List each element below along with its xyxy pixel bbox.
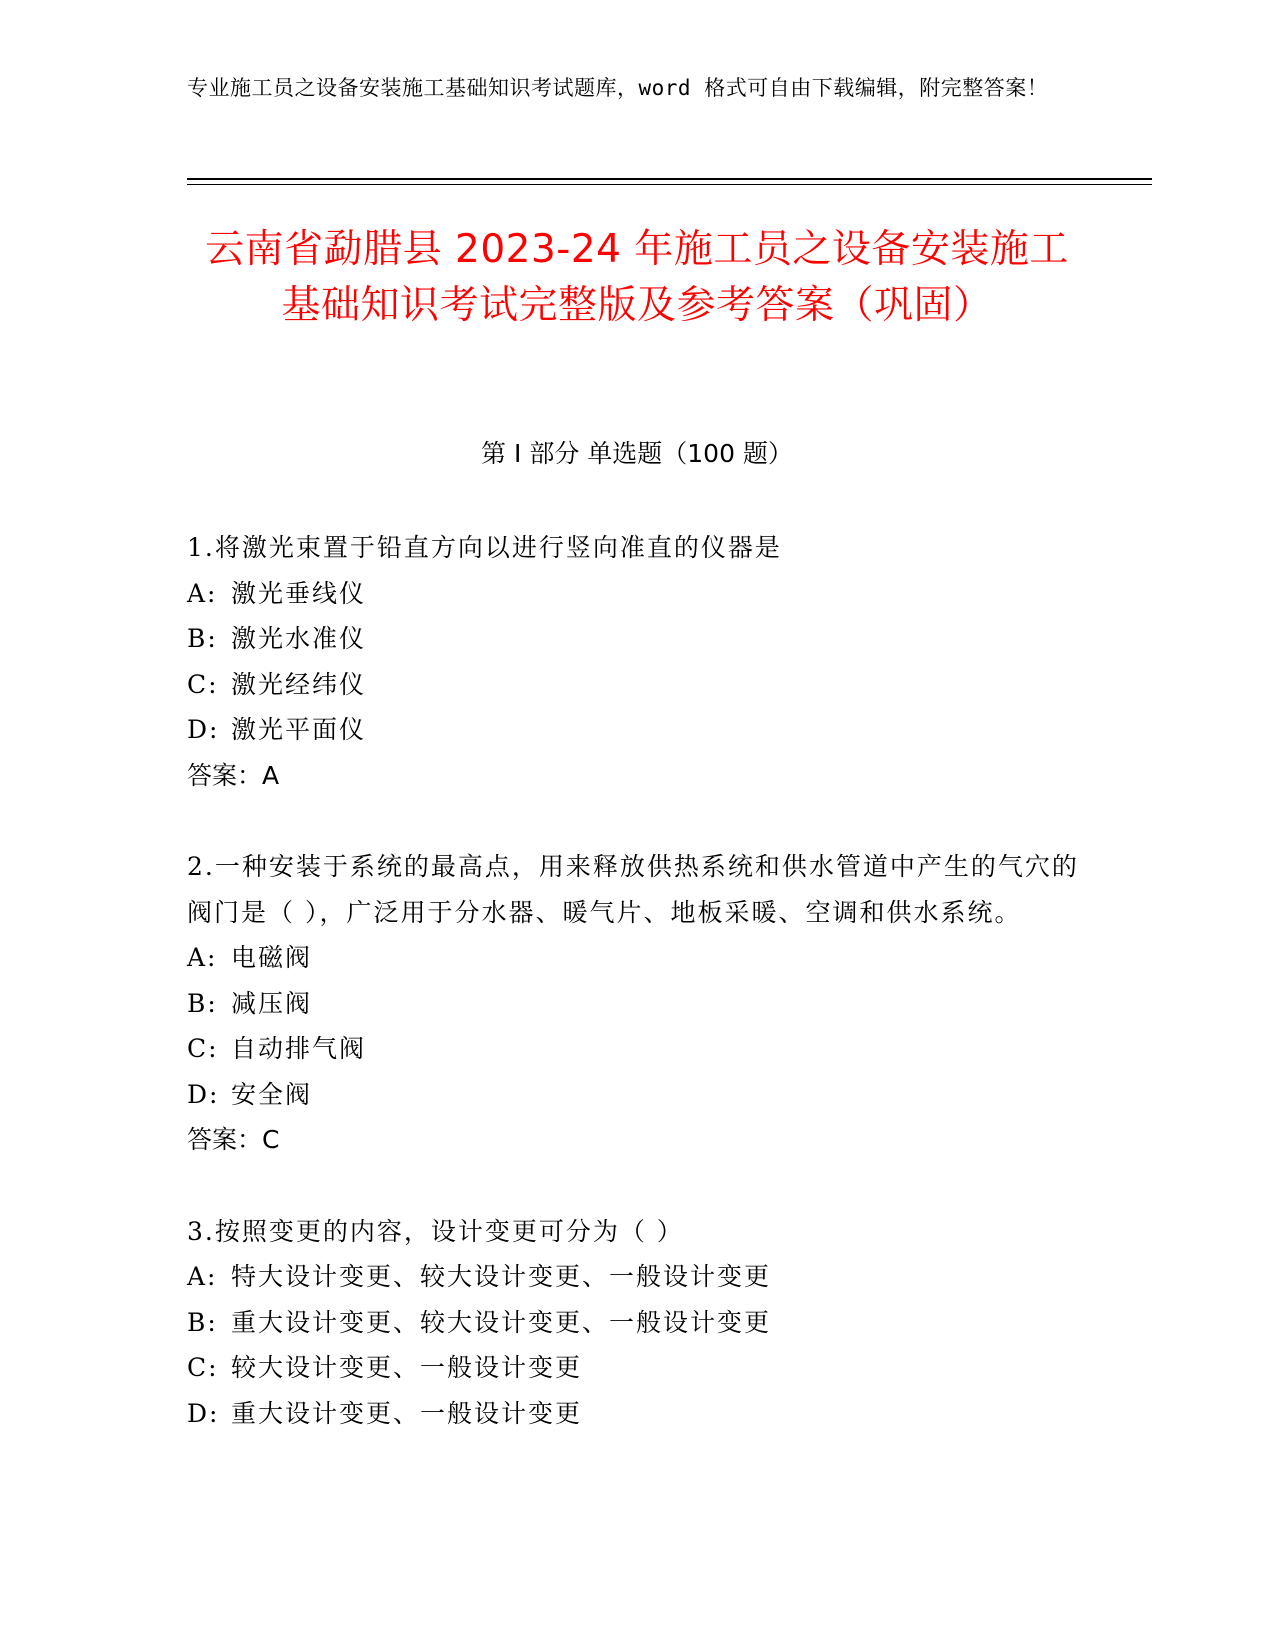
option-d: [187, 1072, 1087, 1118]
question-1: [187, 525, 1087, 798]
option-d: [187, 1391, 1087, 1437]
option-key: B:: [187, 988, 218, 1018]
option-key: A:: [187, 578, 218, 608]
option-a: [187, 571, 1087, 617]
option-text: 激光平面仪: [231, 715, 367, 744]
option-b: [187, 1300, 1087, 1346]
document-title: 云南省勐腊县 2023-24 年施工员之设备安装施工基础知识考试完整版及参考答案（巩固）: [205, 227, 1069, 328]
option-c: [187, 662, 1087, 708]
option-key: C:: [187, 1034, 219, 1063]
option-text: 激光经纬仪: [231, 669, 367, 699]
question-stem: 3.按照变更的内容，设计变更可分为（ ）: [187, 1216, 684, 1246]
option-key: A:: [187, 1262, 218, 1291]
section-title: 第 I 部分 单选题（100 题）: [481, 439, 793, 468]
option-key: C:: [187, 669, 219, 699]
option-text: 较大设计变更、一般设计变更: [231, 1353, 583, 1382]
option-key: A:: [187, 943, 218, 972]
question-list: [187, 525, 1087, 1482]
answer: 答案：A: [187, 760, 280, 790]
option-text: 安全阀: [231, 1079, 313, 1109]
option-text: 自动排气阀: [231, 1034, 367, 1063]
option-text: 激光水准仪: [231, 624, 367, 653]
question-2: [187, 844, 1087, 1163]
option-text: 电磁阀: [231, 943, 313, 972]
option-text: 减压阀: [231, 988, 313, 1018]
option-c: [187, 1026, 1087, 1072]
option-d: [187, 707, 1087, 753]
question-stem: 2.一种安装于系统的最高点，用来释放供热系统和供水管道中产生的气穴的阀门是（ ），广泛用于分水器、暖气片、地板采暖、空调和供水系统。: [187, 852, 1079, 927]
option-key: D:: [187, 1079, 220, 1109]
option-b: [187, 616, 1087, 662]
option-key: C:: [187, 1353, 219, 1382]
question-3: [187, 1209, 1087, 1437]
option-key: D:: [187, 1398, 220, 1428]
option-text: 重大设计变更、较大设计变更、一般设计变更: [231, 1307, 772, 1337]
header-rule-thin: [187, 184, 1152, 185]
option-a: [187, 935, 1087, 981]
option-text: 激光垂线仪: [231, 578, 367, 608]
option-text: 重大设计变更、一般设计变更: [231, 1398, 583, 1428]
option-text: 特大设计变更、较大设计变更、一般设计变更: [231, 1262, 772, 1291]
answer: 答案：C: [187, 1125, 280, 1154]
header-rule-thick: [187, 178, 1152, 180]
option-key: B:: [187, 1307, 218, 1337]
option-c: [187, 1345, 1087, 1391]
option-b: [187, 981, 1087, 1027]
header-note: 专业施工员之设备安装施工基础知识考试题库，word 格式可自由下载编辑，附完整答案！: [187, 76, 1049, 100]
option-key: B:: [187, 624, 218, 653]
option-a: [187, 1254, 1087, 1300]
option-key: D:: [187, 715, 220, 744]
question-stem: 1.将激光束置于铅直方向以进行竖向准直的仪器是: [187, 533, 782, 562]
